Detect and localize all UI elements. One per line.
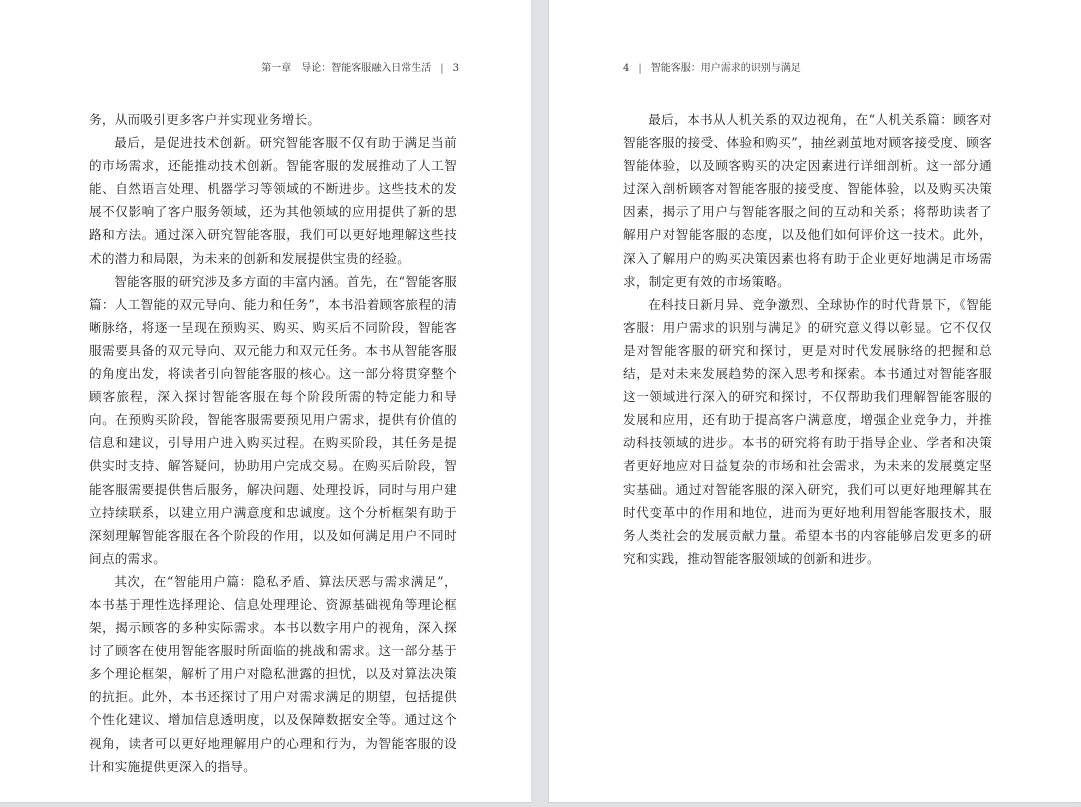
body-text xyxy=(89,108,457,778)
right-page xyxy=(549,0,1081,802)
header-separator: | xyxy=(638,63,642,74)
page-number: 3 xyxy=(452,63,459,74)
left-page xyxy=(0,0,531,802)
paragraph: 最后，本书从人机关系的双边视角，在“人机关系篇：顾客对智能客服的接受、体验和购买”，抽丝剥茧地对顾客接受度、顾客智能体验，以及顾客购买的决定因素进行详细剖析。这一部分通过深入剖析顾客对智能客服的接受度、智能体验，以及购买决策因素，揭示了用户与智能客服之间的互动和关系；将帮助读者了解用户对智能客服的态度，以及他们如何评价这一技术。此外，深入了解用户的购买决策因素也将有助于企业更好地满足市场需求，制定更有效的市场策略。 xyxy=(623,112,992,289)
paragraph: 务，从而吸引更多客户并实现业务增长。 xyxy=(89,112,321,127)
page-number: 4 xyxy=(623,63,630,74)
running-head xyxy=(261,62,459,76)
paragraph: 最后，是促进技术创新。研究智能客服不仅有助于满足当前的市场需求，还能推动技术创新。智能客服的发展推动了人工智能、自然语言处理、机器学习等领域的不断进步。这些技术的发展不仅影响了客户服务领域，还为其他领域的应用提供了新的思路和方法。通过深入研究智能客服，我们可以更好地理解这些技术的潜力和局限，为未来的创新和发展提供宝贵的经验。 xyxy=(89,135,457,266)
paragraph: 智能客服的研究涉及多方面的丰富内涵。首先，在“智能客服篇：人工智能的双元导向、能力和任务”，本书沿着顾客旅程的清晰脉络，将逐一呈现在预购买、购买、购买后不同阶段，智能客服需要具备的双元导向、双元能力和双元任务。本书从智能客服的角度出发，将读者引向智能客服的核心。这一部分将贯穿整个顾客旅程，深入探讨智能客服在每个阶段所需的特定能力和导向。在预购买阶段，智能客服需要预见用户需求，提供有价值的信息和建议，引导用户进入购买过程。在购买阶段，其任务是提供实时支持、解答疑问，协助用户完成交易。在购买后阶段，智能客服需要提供售后服务，解决问题、处理投诉，同时与用户建立持续联系，以建立用户满意度和忠诚度。这个分析框架有助于深刻理解智能客服在各个阶段的作用，以及如何满足用户不同时间点的需求。 xyxy=(89,273,457,566)
body-text xyxy=(623,108,992,570)
paragraph: 其次，在“智能用户篇：隐私矛盾、算法厌恶与需求满足”，本书基于理性选择理论、信息处理理论、资源基础视角等理论框架，揭示顾客的多种实际需求。本书以数字用户的视角，深入探讨了顾客在使用智能客服时所面临的挑战和需求。这一部分基于多个理论框架，解析了用户对隐私泄露的担忧，以及对算法决策的抗拒。此外，本书还探讨了用户对需求满足的期望，包括提供个性化建议、增加信息透明度，以及保障数据安全等。通过这个视角，读者可以更好地理解用户的心理和行为，为智能客服的设计和实施提供更深入的指导。 xyxy=(89,573,457,774)
chapter-title: 第一章 导论：智能客服融入日常生活 xyxy=(261,63,432,74)
running-head xyxy=(623,62,801,76)
book-title: 智能客服：用户需求的识别与满足 xyxy=(650,63,801,74)
header-separator: | xyxy=(440,63,444,74)
paragraph: 在科技日新月异、竞争激烈、全球协作的时代背景下，《智能客服：用户需求的识别与满足》的研究意义得以彰显。它不仅仅是对智能客服的研究和探讨，更是对时代发展脉络的把握和总结，是对未来发展趋势的深入思考和探索。本书通过对智能客服这一领域进行深入的研究和探讨，不仅帮助我们理解智能客服的发展和应用，还有助于提高客户满意度，增强企业竞争力，并推动科技领域的进步。本书的研究将有助于指导企业、学者和决策者更好地应对日益复杂的市场和社会需求，为未来的发展奠定坚实基础。通过对智能客服的深入研究，我们可以更好地理解其在时代变革中的作用和地位，进而为更好地利用智能客服技术，服务人类社会的发展贡献力量。希望本书的内容能够启发更多的研究和实践，推动智能客服领域的创新和进步。 xyxy=(623,296,992,566)
page-gutter xyxy=(531,0,549,802)
